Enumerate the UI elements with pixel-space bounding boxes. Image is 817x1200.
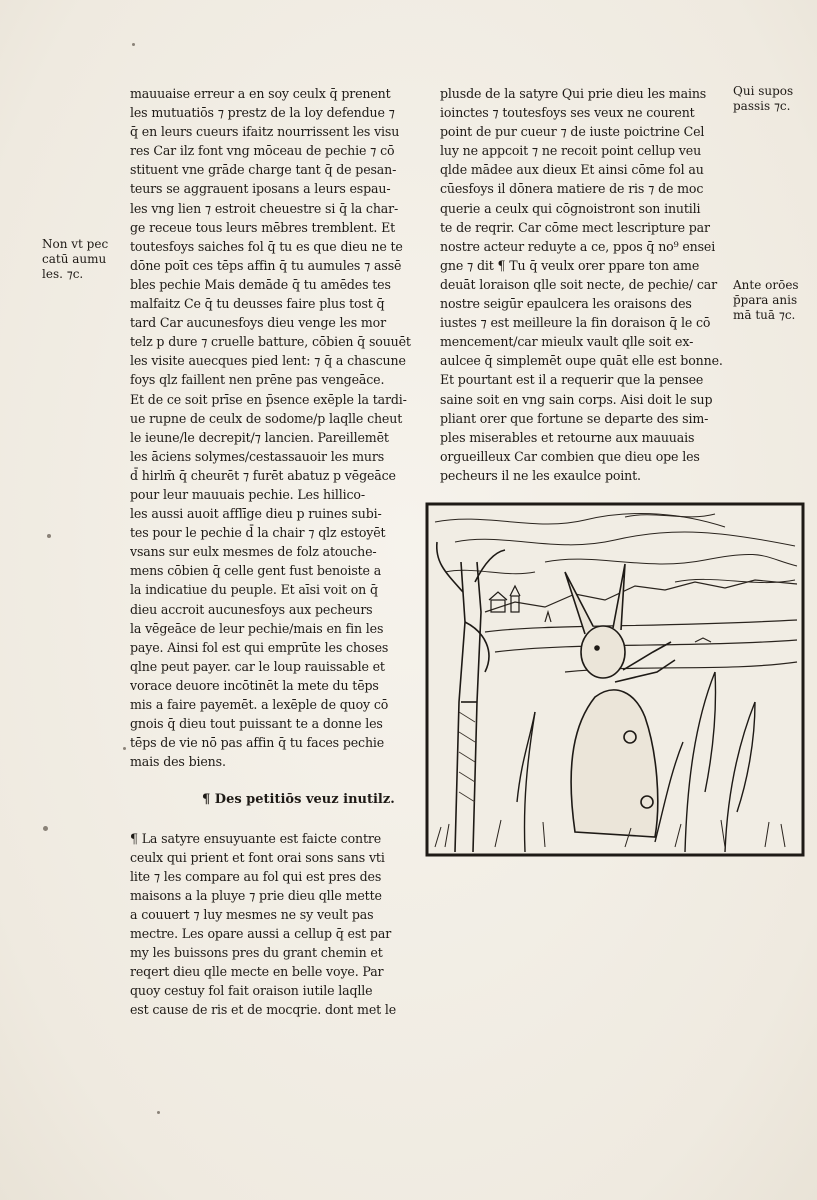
text-line: teurs se aggrauent iposans a leurs espau- xyxy=(130,181,391,197)
text-line: mis a faire payemēt. a lexēple de quoy cō xyxy=(130,697,389,712)
text-line: mens cōbien q̄ celle gent fust benoiste a xyxy=(130,563,382,579)
text-line: nostre seigūr epaulcera les oraisons des xyxy=(440,296,692,312)
text-line: malfaitz Ce q̄ tu deusses faire plus tost q̄ xyxy=(130,296,385,312)
text-line: ge receue tous leurs mēbres tremblent. Et xyxy=(130,219,396,235)
text-line: deuāt loraison qlle soit necte, de pechie/ car xyxy=(440,276,717,292)
text-line: dieu accroit aucunesfoys aux pecheurs xyxy=(130,601,373,617)
text-line: q̄ en leurs cueurs ifaitz nourrissent les visu xyxy=(130,124,400,140)
text-line: qlne peut payer. car le loup rauissable et xyxy=(130,658,385,674)
text-line: gnois q̄ dieu tout puissant te a donne les xyxy=(130,716,383,732)
woodcut-illustration xyxy=(425,502,805,857)
text-line: querie a ceulx qui cōgnoistront son inutili xyxy=(440,200,701,216)
text-line: ue rupne de ceulx de sodome/p laqlle cheut xyxy=(130,410,403,426)
text-line: saine soit en vng sain corps. Aisi doit le sup xyxy=(440,391,713,407)
text-line: res Car ilz font vng mōceau de pechie ⁊ cō xyxy=(130,143,395,159)
text-line: bles pechie Mais demāde q̄ tu amēdes tes xyxy=(130,276,391,292)
margin-note-right-mid xyxy=(733,278,799,323)
text-line: maisons a la pluye ⁊ prie dieu qlle mette xyxy=(130,887,382,903)
text-line: vsans sur eulx mesmes de folz atouche- xyxy=(130,544,377,560)
text-line: tēps de vie nō pas affin q̄ tu faces pechie xyxy=(130,735,385,751)
text-line: luy ne appcoit ⁊ ne recoit point cellup veu xyxy=(440,143,702,159)
text-line: ioinctes ⁊ toutesfoys ses veux ne courent xyxy=(440,105,695,121)
margin-note-line: Non vt pec xyxy=(42,237,109,251)
text-line: les mutuatiōs ⁊ prestz de la loy defendue ⁊ xyxy=(130,105,395,121)
text-line: la vēgeāce de leur pechie/mais en fin les xyxy=(130,620,384,636)
text-line: telz p dure ⁊ cruelle batture, cōbien q̄ souuēt xyxy=(130,334,411,350)
text-line: Et de ce soit prīse en p̄sence exēple la tardi- xyxy=(130,391,407,407)
left-text-column xyxy=(130,84,420,1020)
margin-note-line: Ante orōes xyxy=(733,278,799,292)
text-line: tes pour le pechie d̄ la chair ⁊ qlz estoyēt xyxy=(130,525,386,541)
text-line: aulcee q̄ simplemēt oupe quāt elle est bonne. xyxy=(440,353,723,369)
section-heading: ¶ Des petitiōs veuz inutilz. xyxy=(202,792,395,808)
margin-note-left xyxy=(42,237,108,282)
paragraph-gap xyxy=(130,771,420,790)
text-line: les āciens solymes/cestassauoir les murs xyxy=(130,448,385,464)
margin-note-line: Qui supos xyxy=(733,84,794,98)
text-line: les aussi auoit afflīge dieu p ruines subi- xyxy=(130,506,382,522)
margin-note-line: passis ⁊c. xyxy=(733,99,791,113)
ink-spot xyxy=(132,43,135,46)
text-line: stituent vne grāde charge tant q̄ de pesan- xyxy=(130,162,397,178)
text-line: paye. Ainsi fol est qui emprūte les choses xyxy=(130,639,389,655)
text-line: Et pourtant est il a requerir que la pensee xyxy=(440,372,704,388)
text-line: reqert dieu qlle mecte en belle voye. Par xyxy=(130,964,384,980)
text-line: tard Car aucunesfoys dieu venge les mor xyxy=(130,315,386,331)
text-line: mais des biens. xyxy=(130,754,226,770)
text-line: mectre. Les opare aussi a cellup q̄ est par xyxy=(130,926,392,942)
text-line: la indicatiue du peuple. Et aīsi voit on q̄ xyxy=(130,582,378,598)
text-line: mauuaise erreur a en soy ceulx q̄ prenent xyxy=(130,86,391,101)
text-line: est cause de ris et de mocqrie. dont met le xyxy=(130,1002,397,1018)
text-line: te de reqrir. Car cōme mect lescripture par xyxy=(440,219,710,235)
text-line: ples miserables et retourne aux mauuais xyxy=(440,429,695,445)
ink-spot xyxy=(47,534,51,538)
text-line: le ieune/le decrepit/⁊ lancien. Pareillemēt xyxy=(130,429,389,445)
text-line: pliant orer que fortune se departe des sim- xyxy=(440,410,709,426)
ink-spot xyxy=(157,1111,160,1114)
text-line: pour leur mauuais pechie. Les hillico- xyxy=(130,486,365,502)
text-line: vorace deuore incōtinēt la mete du tēps xyxy=(130,677,379,693)
text-line: qlde mādee aux dieux Et ainsi cōme fol au xyxy=(440,162,704,178)
text-line: nostre acteur reduyte a ce, ppos q̄ no⁹ ensei xyxy=(440,238,716,254)
text-line: my les buissons pres du grant chemin et xyxy=(130,945,383,961)
text-line: quoy cestuy fol fait oraison iutile laqlle xyxy=(130,983,373,999)
ink-spot xyxy=(43,826,48,831)
text-line: orgueilleux Car combien que dieu ope les xyxy=(440,448,700,464)
text-line: gne ⁊ dit ¶ Tu q̄ veulx orer ppare ton ame xyxy=(440,257,700,273)
text-line: foys qlz faillent nen prēne pas vengeāce. xyxy=(130,372,385,388)
text-line: mencement/car mieulx vault qlle soit ex- xyxy=(440,334,694,350)
text-line: d̄ hirlm̄ q̄ cheurēt ⁊ furēt abatuz p vēgeāce xyxy=(130,467,396,483)
text-line: point de pur cueur ⁊ de iuste poictrine Cel xyxy=(440,124,705,140)
margin-note-line: mā tuā ⁊c. xyxy=(733,308,796,322)
right-text-column xyxy=(440,84,735,485)
margin-note-line: p̄para anis xyxy=(733,293,798,307)
text-line: a couuert ⁊ luy mesmes ne sy veult pas xyxy=(130,906,374,922)
text-line: lite ⁊ les compare au fol qui est pres des xyxy=(130,868,382,884)
margin-note-line: catū aumu xyxy=(42,252,107,266)
margin-note-line: les. ⁊c. xyxy=(42,267,84,281)
text-line: les vng lien ⁊ estroit cheuestre si q̄ la char- xyxy=(130,200,399,216)
text-line: toutesfoys saiches fol q̄ tu es que dieu ne te xyxy=(130,238,403,254)
ink-spot xyxy=(123,747,126,750)
text-line: ¶ La satyre ensuyuante est faicte contre xyxy=(130,830,382,846)
text-line: iustes ⁊ est meilleure la fin doraison q̄ le cō xyxy=(440,315,711,331)
text-line: ceulx qui prient et font orai sons sans vti xyxy=(130,849,385,865)
text-line: dōne poīt ces tēps affin q̄ tu aumules ⁊ assē xyxy=(130,257,402,273)
text-line: les visite auecques pied lent: ⁊ q̄ a chascune xyxy=(130,353,406,369)
paragraph-gap xyxy=(130,809,420,828)
text-line: cūesfoys il dōnera matiere de ris ⁊ de moc xyxy=(440,181,704,197)
margin-note-right-top xyxy=(733,84,793,114)
text-line: plusde de la satyre Qui prie dieu les mains xyxy=(440,86,707,101)
text-line: pecheurs il ne les exaulce point. xyxy=(440,467,641,483)
